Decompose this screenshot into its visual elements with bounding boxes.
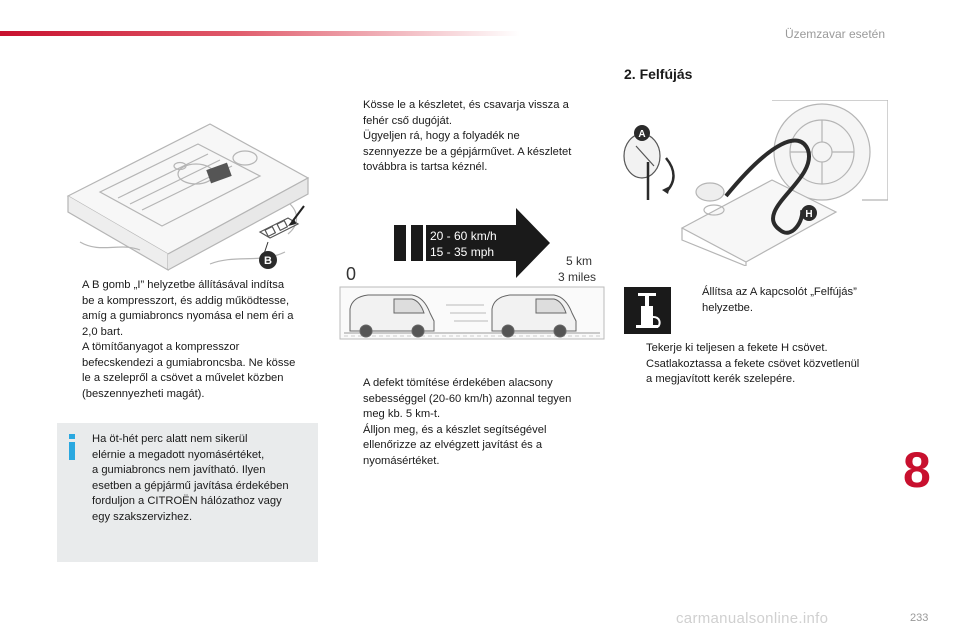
inflation-illustration bbox=[622, 100, 888, 266]
text-line: meg kb. 5 km-t. bbox=[363, 408, 441, 420]
start-distance-label: 0 bbox=[346, 264, 357, 284]
text-line: Állítsa az A kapcsolót „Felfújás” bbox=[702, 286, 857, 298]
van-icon bbox=[350, 295, 434, 337]
step-set-switch-a bbox=[680, 285, 895, 316]
text-line: befecskendezi a gumiabroncsba. Ne kösse bbox=[82, 356, 296, 369]
text-line: a megjavított kerék szelepére. bbox=[646, 373, 796, 385]
text-line: fehér cső dugóját. bbox=[363, 114, 452, 127]
text-line: Álljon meg, és a készlet segítségével bbox=[363, 423, 547, 436]
text-line: Ügyeljen rá, hogy a folyadék ne bbox=[363, 130, 520, 142]
text-line: továbbra is tartsa kéznél. bbox=[363, 161, 488, 173]
speed-mph-label: 15 - 35 mph bbox=[430, 245, 495, 259]
step-drive-and-check bbox=[341, 376, 616, 469]
chapter-title: Üzemzavar esetén bbox=[784, 27, 885, 41]
text-line: (beszennyezheti magát). bbox=[82, 387, 205, 400]
text-line: be a kompresszort, és addig működtesse, bbox=[82, 294, 290, 307]
text-line: A defekt tömítése érdekében alacsony bbox=[363, 377, 553, 389]
step-disconnect-kit bbox=[341, 98, 611, 176]
van-icon bbox=[492, 295, 576, 337]
text-line: elérnie a megadott nyomásértéket, bbox=[92, 448, 265, 461]
text-line: Ha öt-hét perc alatt nem sikerül bbox=[92, 433, 248, 445]
step-bullet bbox=[60, 278, 82, 402]
text-line: Tekerje ki teljesen a fekete H csövet. bbox=[646, 342, 828, 354]
switch-a-label: A bbox=[638, 129, 646, 140]
pump-icon bbox=[624, 287, 671, 334]
text-line: Csatlakoztassa a fekete csövet közvetlenül bbox=[646, 357, 860, 370]
hose-h-label: H bbox=[805, 209, 813, 220]
info-icon bbox=[67, 434, 77, 460]
button-b-label: B bbox=[264, 255, 272, 267]
header-accent-bar bbox=[0, 31, 520, 36]
step-bullet bbox=[341, 98, 363, 176]
compressor-button-b-illustration bbox=[60, 114, 322, 274]
section-heading: 2. Felfújás bbox=[624, 66, 693, 82]
inflate-mode-icon bbox=[624, 287, 671, 334]
text-line: egy szakszervizhez. bbox=[92, 510, 193, 523]
step-bullet bbox=[680, 285, 702, 316]
text-line: forduljon a CITROËN hálózathoz vagy bbox=[92, 495, 282, 507]
page-number: 233 bbox=[910, 612, 929, 624]
text-line: ellenőrizze az elvégzett javítást és a bbox=[363, 439, 543, 451]
speed-distance-diagram bbox=[338, 205, 608, 345]
step-bullet bbox=[341, 423, 363, 470]
text-line: a gumiabroncs nem javítható. Ilyen bbox=[92, 464, 266, 476]
text-line: amíg a gumiabroncs nyomása el nem éri a bbox=[82, 310, 294, 322]
text-line: sebességgel (20-60 km/h) azonnal tegyen bbox=[363, 392, 572, 405]
text-line: helyzetbe. bbox=[702, 301, 753, 314]
step-start-compressor bbox=[60, 278, 322, 402]
distance-miles-label: 3 miles bbox=[558, 270, 597, 284]
text-line: nyomásértéket. bbox=[363, 454, 440, 467]
step-bullet bbox=[624, 357, 646, 388]
text-line: A B gomb „I” helyzetbe állításával indítsa bbox=[82, 279, 285, 291]
info-text bbox=[92, 432, 289, 525]
step-bullet bbox=[624, 341, 646, 357]
speed-kmh-label: 20 - 60 km/h bbox=[430, 229, 497, 243]
text-line: le a szelepről a csövet a művelet közben bbox=[82, 372, 284, 384]
text-line: A tömítőanyagot a kompresszor bbox=[82, 341, 240, 353]
chapter-number: 8 bbox=[903, 442, 931, 498]
watermark: carmanualsonline.info bbox=[676, 610, 829, 627]
step-bullet bbox=[341, 376, 363, 423]
text-line: szennyezze be a gépjárművet. A készletet bbox=[363, 145, 572, 158]
distance-km-label: 5 km bbox=[566, 254, 593, 268]
text-line: esetben a gépjármű javítása érdekében bbox=[92, 479, 289, 492]
text-line: Kösse le a készletet, és csavarja vissza a bbox=[363, 99, 569, 111]
step-connect-hose bbox=[624, 341, 899, 388]
text-line: 2,0 bart. bbox=[82, 325, 124, 338]
